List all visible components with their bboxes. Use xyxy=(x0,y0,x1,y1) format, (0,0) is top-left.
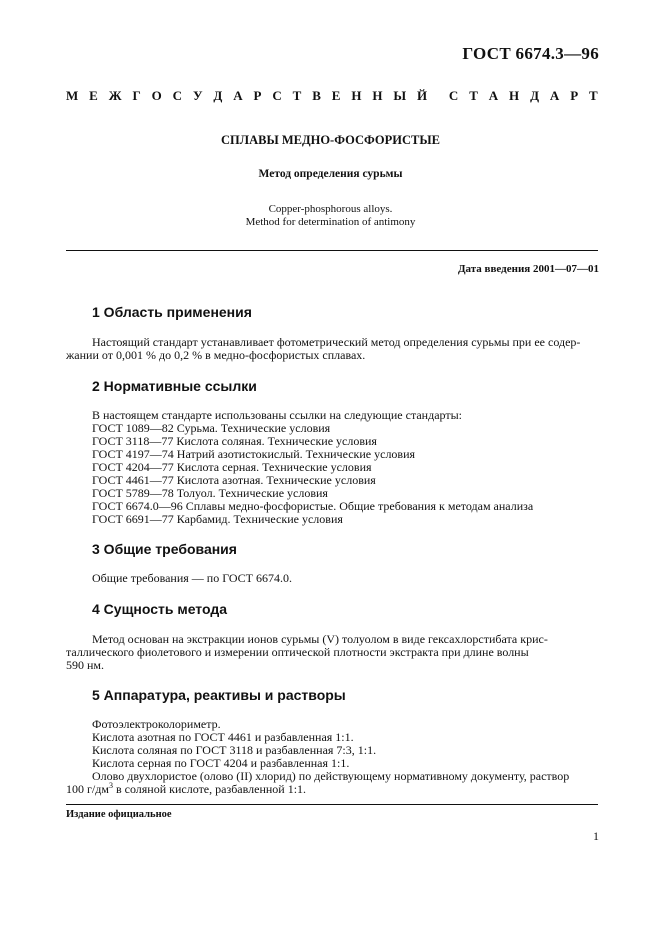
reference-item: ГОСТ 6691—77 Карбамид. Технические условия xyxy=(92,512,343,526)
standard-type-letter: Н xyxy=(372,88,383,103)
apparatus-item: Кислота соляная по ГОСТ 3118 и разбавленная 7:3, 1:1. xyxy=(92,743,377,757)
document-code: ГОСТ 6674.3—96 xyxy=(462,44,599,63)
section-2-heading: 2 Нормативные ссылки xyxy=(92,378,257,394)
standard-type-letter: С xyxy=(172,88,183,103)
standard-type-letter: А xyxy=(549,88,560,103)
section-3-text: Общие требования — по ГОСТ 6674.0. xyxy=(92,571,292,585)
reference-item: ГОСТ 1089—82 Сурьма. Технические условия xyxy=(92,421,331,435)
section-2-intro: В настоящем стандарте использованы ссылки на следующие стандарты: xyxy=(92,408,463,422)
standard-type-letter: Ж xyxy=(108,88,122,103)
document-title: СПЛАВЫ МЕДНО-ФОСФОРИСТЫЕ xyxy=(221,133,440,147)
tin-chloride-line-1: Олово двухлористое (олово (II) хлорид) по действующему нормативному документу, раствор xyxy=(92,769,570,783)
standard-type-letter: Р xyxy=(253,88,262,103)
apparatus-item: Фотоэлектроколориметр. xyxy=(92,717,221,731)
standard-type-letter: Г xyxy=(132,88,141,103)
standard-type-letter: Т xyxy=(292,88,302,103)
reference-item: ГОСТ 4204—77 Кислота серная. Технические условия xyxy=(92,460,372,474)
standard-type-letter: А xyxy=(488,88,499,103)
section-4-line-3: 590 нм. xyxy=(66,658,105,672)
standard-type-letter: Т xyxy=(589,88,598,103)
section-1-line-1: Настоящий стандарт устанавливает фотометрический метод определения сурьмы при ее содер- xyxy=(92,335,581,349)
section-4-line-1: Метод основан на экстракции ионов сурьмы (V) толуолом в виде гексахлорстибата крис- xyxy=(92,632,548,646)
english-title-line-2: Method for determination of antimony xyxy=(245,216,416,228)
reference-item: ГОСТ 6674.0—96 Сплавы медно-фосфористые. Общие требования к методам анализа xyxy=(92,499,534,513)
standard-type-letter: М xyxy=(66,88,79,103)
standard-type-letter: Й xyxy=(417,88,428,103)
apparatus-item: Кислота серная по ГОСТ 4204 и разбавленная 1:1. xyxy=(92,756,350,770)
reference-item: ГОСТ 4197—74 Натрий азотистокислый. Технические условия xyxy=(92,447,416,461)
title-divider xyxy=(66,250,598,251)
document-subtitle: Метод определения сурьмы xyxy=(258,168,403,180)
page-number: 1 xyxy=(593,829,599,843)
standard-type-header xyxy=(66,88,598,104)
section-3-heading: 3 Общие требования xyxy=(92,541,237,557)
tin-chloride-line-2 xyxy=(66,783,306,796)
apparatus-list xyxy=(92,718,376,770)
standard-type-letter: Е xyxy=(89,88,98,103)
standard-type-letter: Е xyxy=(331,88,341,103)
english-title-line-1: Copper-phosphorous alloys. xyxy=(268,203,393,215)
standard-type-letter: Т xyxy=(469,88,478,103)
standard-type-letter: Д xyxy=(530,88,540,103)
cubic-superscript: 3 xyxy=(108,781,113,790)
normative-references-list xyxy=(92,422,533,526)
standard-type-letter: У xyxy=(192,88,203,103)
standard-type-letter: В xyxy=(312,88,321,103)
section-5-heading: 5 Аппаратура, реактивы и растворы xyxy=(92,687,346,703)
section-4-heading: 4 Сущность метода xyxy=(92,601,228,617)
standard-type-letter: А xyxy=(233,88,243,103)
standard-type-letter: Ы xyxy=(393,88,407,103)
tin-chloride-solvent: в соляной кислоте, разбавленной 1:1. xyxy=(112,782,307,796)
apparatus-item: Кислота азотная по ГОСТ 4461 и разбавленная 1:1. xyxy=(92,730,354,744)
introduction-date: Дата введения 2001—07—01 xyxy=(457,263,599,275)
reference-item: ГОСТ 5789—78 Толуол. Технические условия xyxy=(92,486,328,500)
tin-chloride-concentration: 100 г/дм xyxy=(66,782,109,796)
section-4-line-2: таллического фиолетового и измерении оптической плотности экстракта при длине волны xyxy=(66,645,529,659)
standard-type-letter: Р xyxy=(570,88,579,103)
reference-item: ГОСТ 3118—77 Кислота соляная. Технические условия xyxy=(92,434,377,448)
standard-type-letter: С xyxy=(272,88,282,103)
section-1-heading: 1 Область применения xyxy=(92,304,252,320)
footer-divider xyxy=(66,804,598,805)
standard-type-letter: Д xyxy=(213,88,223,103)
official-edition-label: Издание официальное xyxy=(66,809,172,820)
standard-type-letter: О xyxy=(151,88,162,103)
standard-type-letter: С xyxy=(448,88,459,103)
section-1-line-2: жании от 0,001 % до 0,2 % в медно-фосфористых сплавах. xyxy=(66,348,366,362)
standard-type-letter: Н xyxy=(509,88,520,103)
reference-item: ГОСТ 4461—77 Кислота азотная. Технические условия xyxy=(92,473,376,487)
standard-type-letter: Н xyxy=(351,88,362,103)
